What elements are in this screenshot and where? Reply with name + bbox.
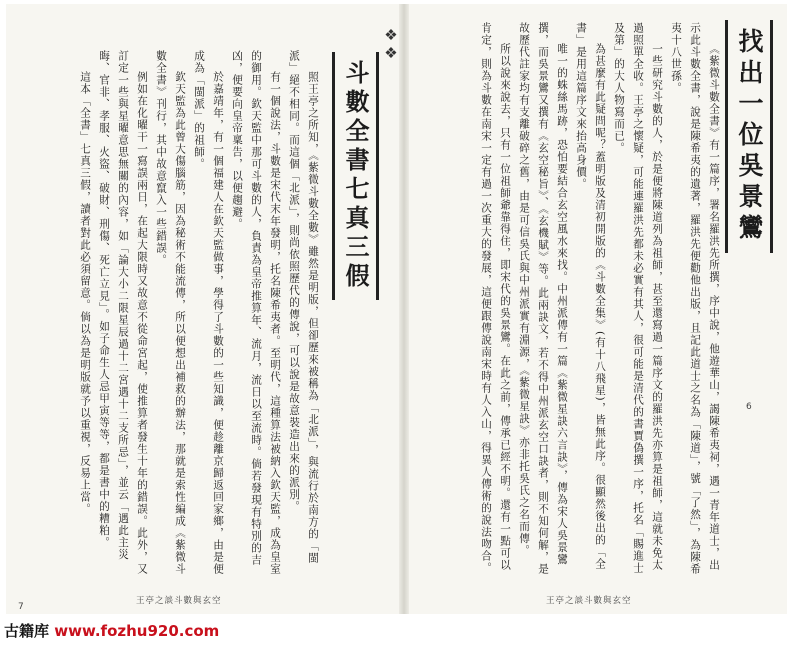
paragraph: 於嘉靖年，有一個福建人在欽天監做事，學得了斗數的一些知識，便趁離京歸返回家鄉，由是便成為「閩派」的祖師。 [193, 50, 224, 576]
paragraph: 所以說來說去，只有一位祖師爺靠得住，即宋代的吳景鸞。在此之前，傳承已經不明。還有一點可以肯定，則為斗數在南宋一定有過一次重大的發展，這便跟傳說南宋時有人入山，得異人傳術的說法吻合。 [480, 22, 511, 574]
page-footer: 王亭之談斗數與玄空 [136, 596, 222, 606]
page-footer: 王亭之談斗數與玄空 [546, 596, 632, 606]
paragraph: 照王亭之所知，《紫微斗數全數》雖然是明版，但卻歷來被稱為「北派」，與流行於南方的「閩派」絕不相同。而這個「北派」，則尚依照歷代的傳說，可以說是故意裝造出來的派別。 [288, 50, 319, 565]
book-spread [6, 4, 787, 614]
paragraph: 一些研究斗數的人，於是便將陳道列為祖師，甚至還寫過一篇序文的羅洪先亦算是祖師，這就未免太過照單全收。王亭之懷疑，可能連羅洪先都未必實有其人，很可能是清代的書賈偽撰一序，托名「賜進士及第」的大人物寫而已。 [613, 22, 663, 574]
page-number: 6 [746, 402, 752, 412]
paragraph: 這本「全書」七真三假，讀者對此必須留意。倘以為是明版就予以重視，反易上當。 [79, 71, 91, 516]
paragraph: 唯一的蛛絲馬跡，恐怕要結合玄空風水來找。中州派傳有一篇《紫微星訣六言訣》，傳為宋人吳景鸞撰，而吳景鸞又撰有《玄空秘旨》、《玄機賦》等。此兩訣文，若不得中州派玄空口訣者，則不知何解，是故歷代註家均有支離破碎之舊，由是可信吳氏與中州派實有淵源，《紫微星訣》亦非托吳氏之名而傳。 [518, 22, 568, 576]
right-page-title: 找出一位吳景鸞 [725, 20, 773, 253]
paragraph: 為甚麼有此疑問呢？蓋明版及清初開版的《斗數全集》(有十八飛星)，皆無此序。很顯然後出的「全書」是用這篇序文來抬高身價。 [575, 22, 606, 571]
paragraph: 例如在化曜干一寫誤兩日，在起大限時又故意不從命宮起，使推算者發生十年的錯誤。此外，又訂定一些與星曜意思無關的內容，如「論大小二限星辰過十二宮遇十二支所忌」，並云「遇此主災晦、官非、孝服、火盜、破財、刑傷、死亡立見」。如子命生人忌甲寅等等，都是書中的糟粕。 [98, 50, 148, 576]
paragraph: 《紫微斗數全書》有一篇序，署名羅洪先所撰，序中說，他遊華山，謁陳希夷祠，遇一青年道士，出示此斗數全書，說是陳希夷的遺著，羅洪先便勸他出版，且記此道士之名為「陳道」，號「了然」，為陳希夷十八世孫。 [670, 22, 720, 576]
right-page [406, 4, 787, 614]
left-page-body [34, 50, 322, 582]
paragraph: 有一個說法，斗數是宋代末年發明，托名陳希夷者。至明代，這種算法被納入欽天監，成為皇室的御用。欽天監中那可斗數的人，負責為皇帝推算年、流月，流日以至流時。倘若發現有特別的吉凶，便要向皇帝稟告，以便趨避。 [231, 50, 281, 576]
paragraph: 欽天監為此曾大傷腦筋，因為秘術不能流傳，所以便想出補救的辦法，那就是索性編成《紫微斗數全書》刊行，其中故意竄入一些錯誤。 [155, 50, 186, 576]
left-page [6, 4, 406, 614]
right-page-body [419, 22, 723, 582]
left-page-title: 斗數全書七真三假 [332, 52, 379, 300]
watermark-site: www.fozhu920.com [54, 622, 220, 640]
watermark-brand: 古籍库 [4, 622, 50, 640]
page-number: 7 [18, 602, 24, 612]
watermark [4, 620, 219, 641]
ornament-icon: ❖❖ [382, 26, 400, 62]
